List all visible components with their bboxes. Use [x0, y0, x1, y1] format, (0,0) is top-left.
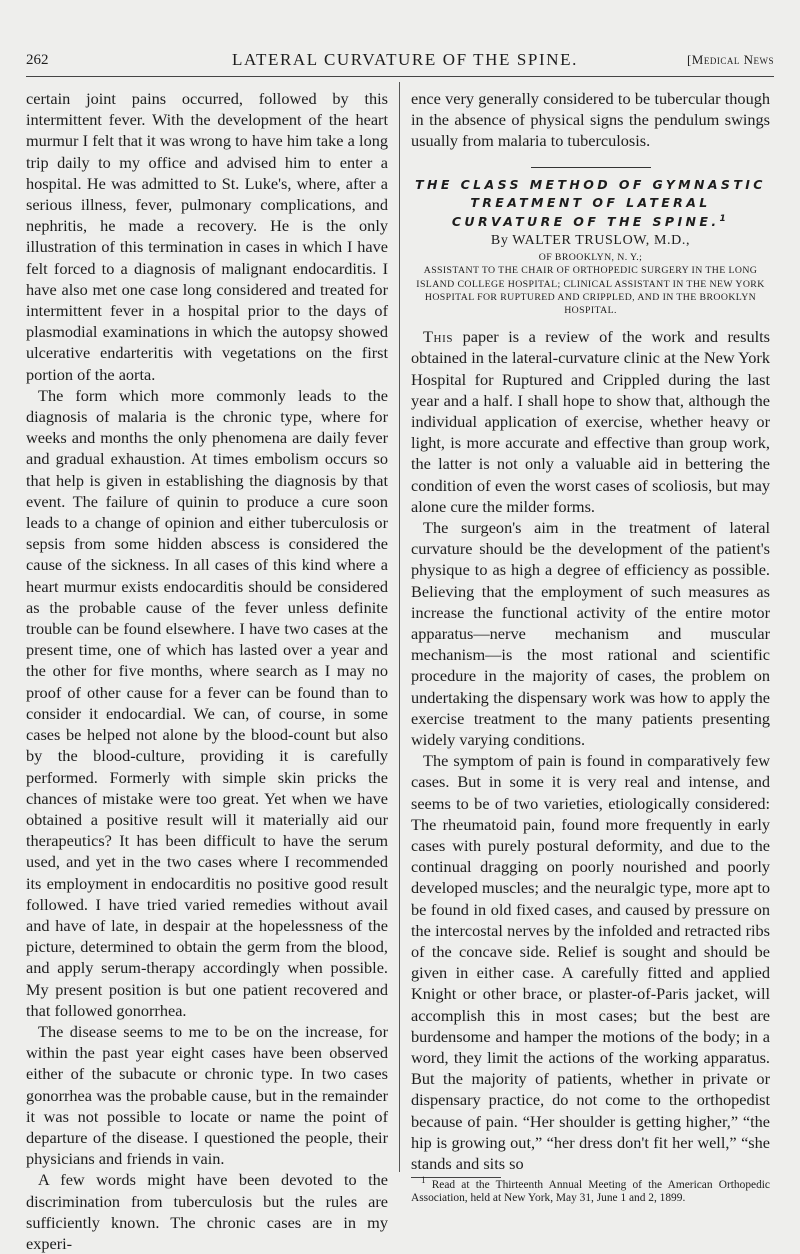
column-divider [399, 82, 400, 1172]
lead-word: This [423, 327, 454, 347]
paragraph: The surgeon's aim in the treatment of lateral curvature should be the development of the patient's physique to as high a degree of efficiency as possible. Believing that the employment of such measures as increase the functional activity of the entire motor apparatus—nerve mechanism and muscular mechanism—is the most rational and scientific procedure in the majority of cases, the problem on undertaking the dispensary work was how to apply the exercise treatment to the many patients presenting widely varying conditions. [411, 517, 770, 749]
footnote-text: Read at the Thirteenth Annual Meeting of the American Orthopedic Association, held at New York, May 31, June 1 and 2, 1899. [411, 1179, 770, 1204]
author-affiliation [411, 251, 770, 317]
affiliation-positions: ASSISTANT TO THE CHAIR OF ORTHOPEDIC SURGERY IN THE LONG ISLAND COLLEGE HOSPITAL; CLINICAL ASSISTANT IN THE NEW YORK HOSPITAL FOR RUPTURED AND CRIPPLED, AND IN THE BROOKLYN HOSPITAL. [416, 265, 765, 316]
paragraph: The symptom of pain is found in comparatively few cases. But in some it is very real and intense, and seems to be of two varieties, etiologically considered: The rheumatoid pain, found more frequently in early cases with purely postural deformity, and due to the continual dragging on poorly nourished and poorly developed muscles; and the neuralgic type, more apt to be found in old fixed cases, and caused by pressure on the intercostal nerves by the infolded and retracted ribs of the concave side. Relief is sought and should be given in either case. A carefully fitted and applied Knight or other brace, or plaster-of-Paris jacket, will accomplish this in most cases; but the best are burdensome and hamper the motions of the body; in a word, they limit the actions of the working apparatus. But the majority of patients, whether in private or dispensary practice, do not come to the orthopedist because of pain. “Her shoulder is getting higher,” “the hip is growing out,” “her dress don't fit her well,” “she stands and sits so [411, 751, 770, 1174]
affiliation-city: OF BROOKLYN, N. Y.; [538, 252, 643, 264]
article-title-text: THE CLASS METHOD OF GYMNASTIC TREATMENT OF LATERAL CURVATURE OF THE SPINE. [415, 176, 766, 229]
paragraph: The form which more commonly leads to the diagnosis of malaria is the chronic type, where for weeks and months the only phenomena are daily fever and gradual exhaustion. At times embolism occurs so that help is given in establishing the diagnosis by that event. The failure of quinin to produce a cure soon leads to a change of opinion and either tuberculosis or sepsis from some hidden abscess is considered the cause of the sickness. In all cases of this kind where a heart murmur exists endocarditis should be considered as the probable cause of the fever unless definite trouble can be found elsewhere. I have two cases at the present time, one of which has lasted over a year and the other for five months, where search as I may no proof of other cause for a fever can be found than to consider it endocardial. We can, of course, in some cases be helped not alone by the blood-count but also by the blood-culture, providing it is carefully performed. Formerly with simple skin pricks the chances of mistake were too great. Yet when we have obtained a positive result will it materially aid our therapeutics? It has been difficult to have the serum used, and yet in the two cases where I recommended its employment in endocarditis no positive good result followed. I have tried varied remedies without avail and have of late, in despair at the hopelessness of the picture, determined to obtain the germ from the blood, and apply serum-therapy accordingly when possible. My present position is but one patient recovered and that followed gonorrhea. [26, 385, 388, 1020]
paragraph: ence very generally considered to be tubercular though in the absence of physical signs the pendulum swings usually from malaria to tuberculosis. [411, 89, 770, 151]
footnote-number: 1 [421, 1175, 426, 1186]
header-rule [26, 76, 774, 77]
paragraph-text: paper is a review of the work and results obtained in the lateral-curvature clinic at the New York Hospital for Ruptured and Crippled during the last year and a half. I shall hope to show that, although the individual application of exercise, whether heavy or light, is more accurate and effective than group work, the latter is not only a valuable aid in bettering the condition of even the worst cases of scoliosis, but may alone cure the milder forms. [411, 327, 770, 516]
paragraph [411, 326, 770, 517]
right-column [411, 88, 770, 1204]
article-author: By WALTER TRUSLOW, M.D., [490, 233, 691, 249]
paragraph: certain joint pains occurred, followed by this intermittent fever. With the development of the heart murmur I felt that it was wrong to have him take a long trip daily to my office and advised him to enter a hospital. He was admitted to St. Luke's, where, after a serious illness, fever, pulmonary complications, and nephritis, he made a recovery. He is the only illustration of this termination in cases in which I have felt forced to a diagnosis of malignant endocarditis. I have also met one case long considered and treated for intermittent fever in a hospital prior to the days of plasmodial examinations in which the autopsy showed ulcerative endarteritis with vegetations on the first portion of the aorta. [26, 89, 388, 384]
page-number: 262 [26, 52, 49, 68]
paragraph: A few words might have been devoted to the discrimination from tuberculosis but the rules are sufficiently known. The chronic cases are in my experi- [26, 1170, 388, 1253]
page-header [26, 50, 774, 72]
footnote-marker: 1 [719, 213, 730, 224]
paragraph: The disease seems to me to be on the increase, for within the past year eight cases have been observed either of the subacute or chronic type. In two cases gonorrhea was the probable cause, but in the remainder it was not possible to locate or name the point of departure of the disease. I questioned the people, their physicians and friends in vain. [26, 1021, 388, 1169]
journal-section: [Medical News [686, 52, 774, 67]
running-title: LATERAL CURVATURE OF THE SPINE. [232, 50, 578, 69]
article-divider [531, 167, 651, 168]
footnote [411, 1175, 770, 1204]
left-column [26, 88, 388, 1254]
article-title [411, 176, 770, 232]
